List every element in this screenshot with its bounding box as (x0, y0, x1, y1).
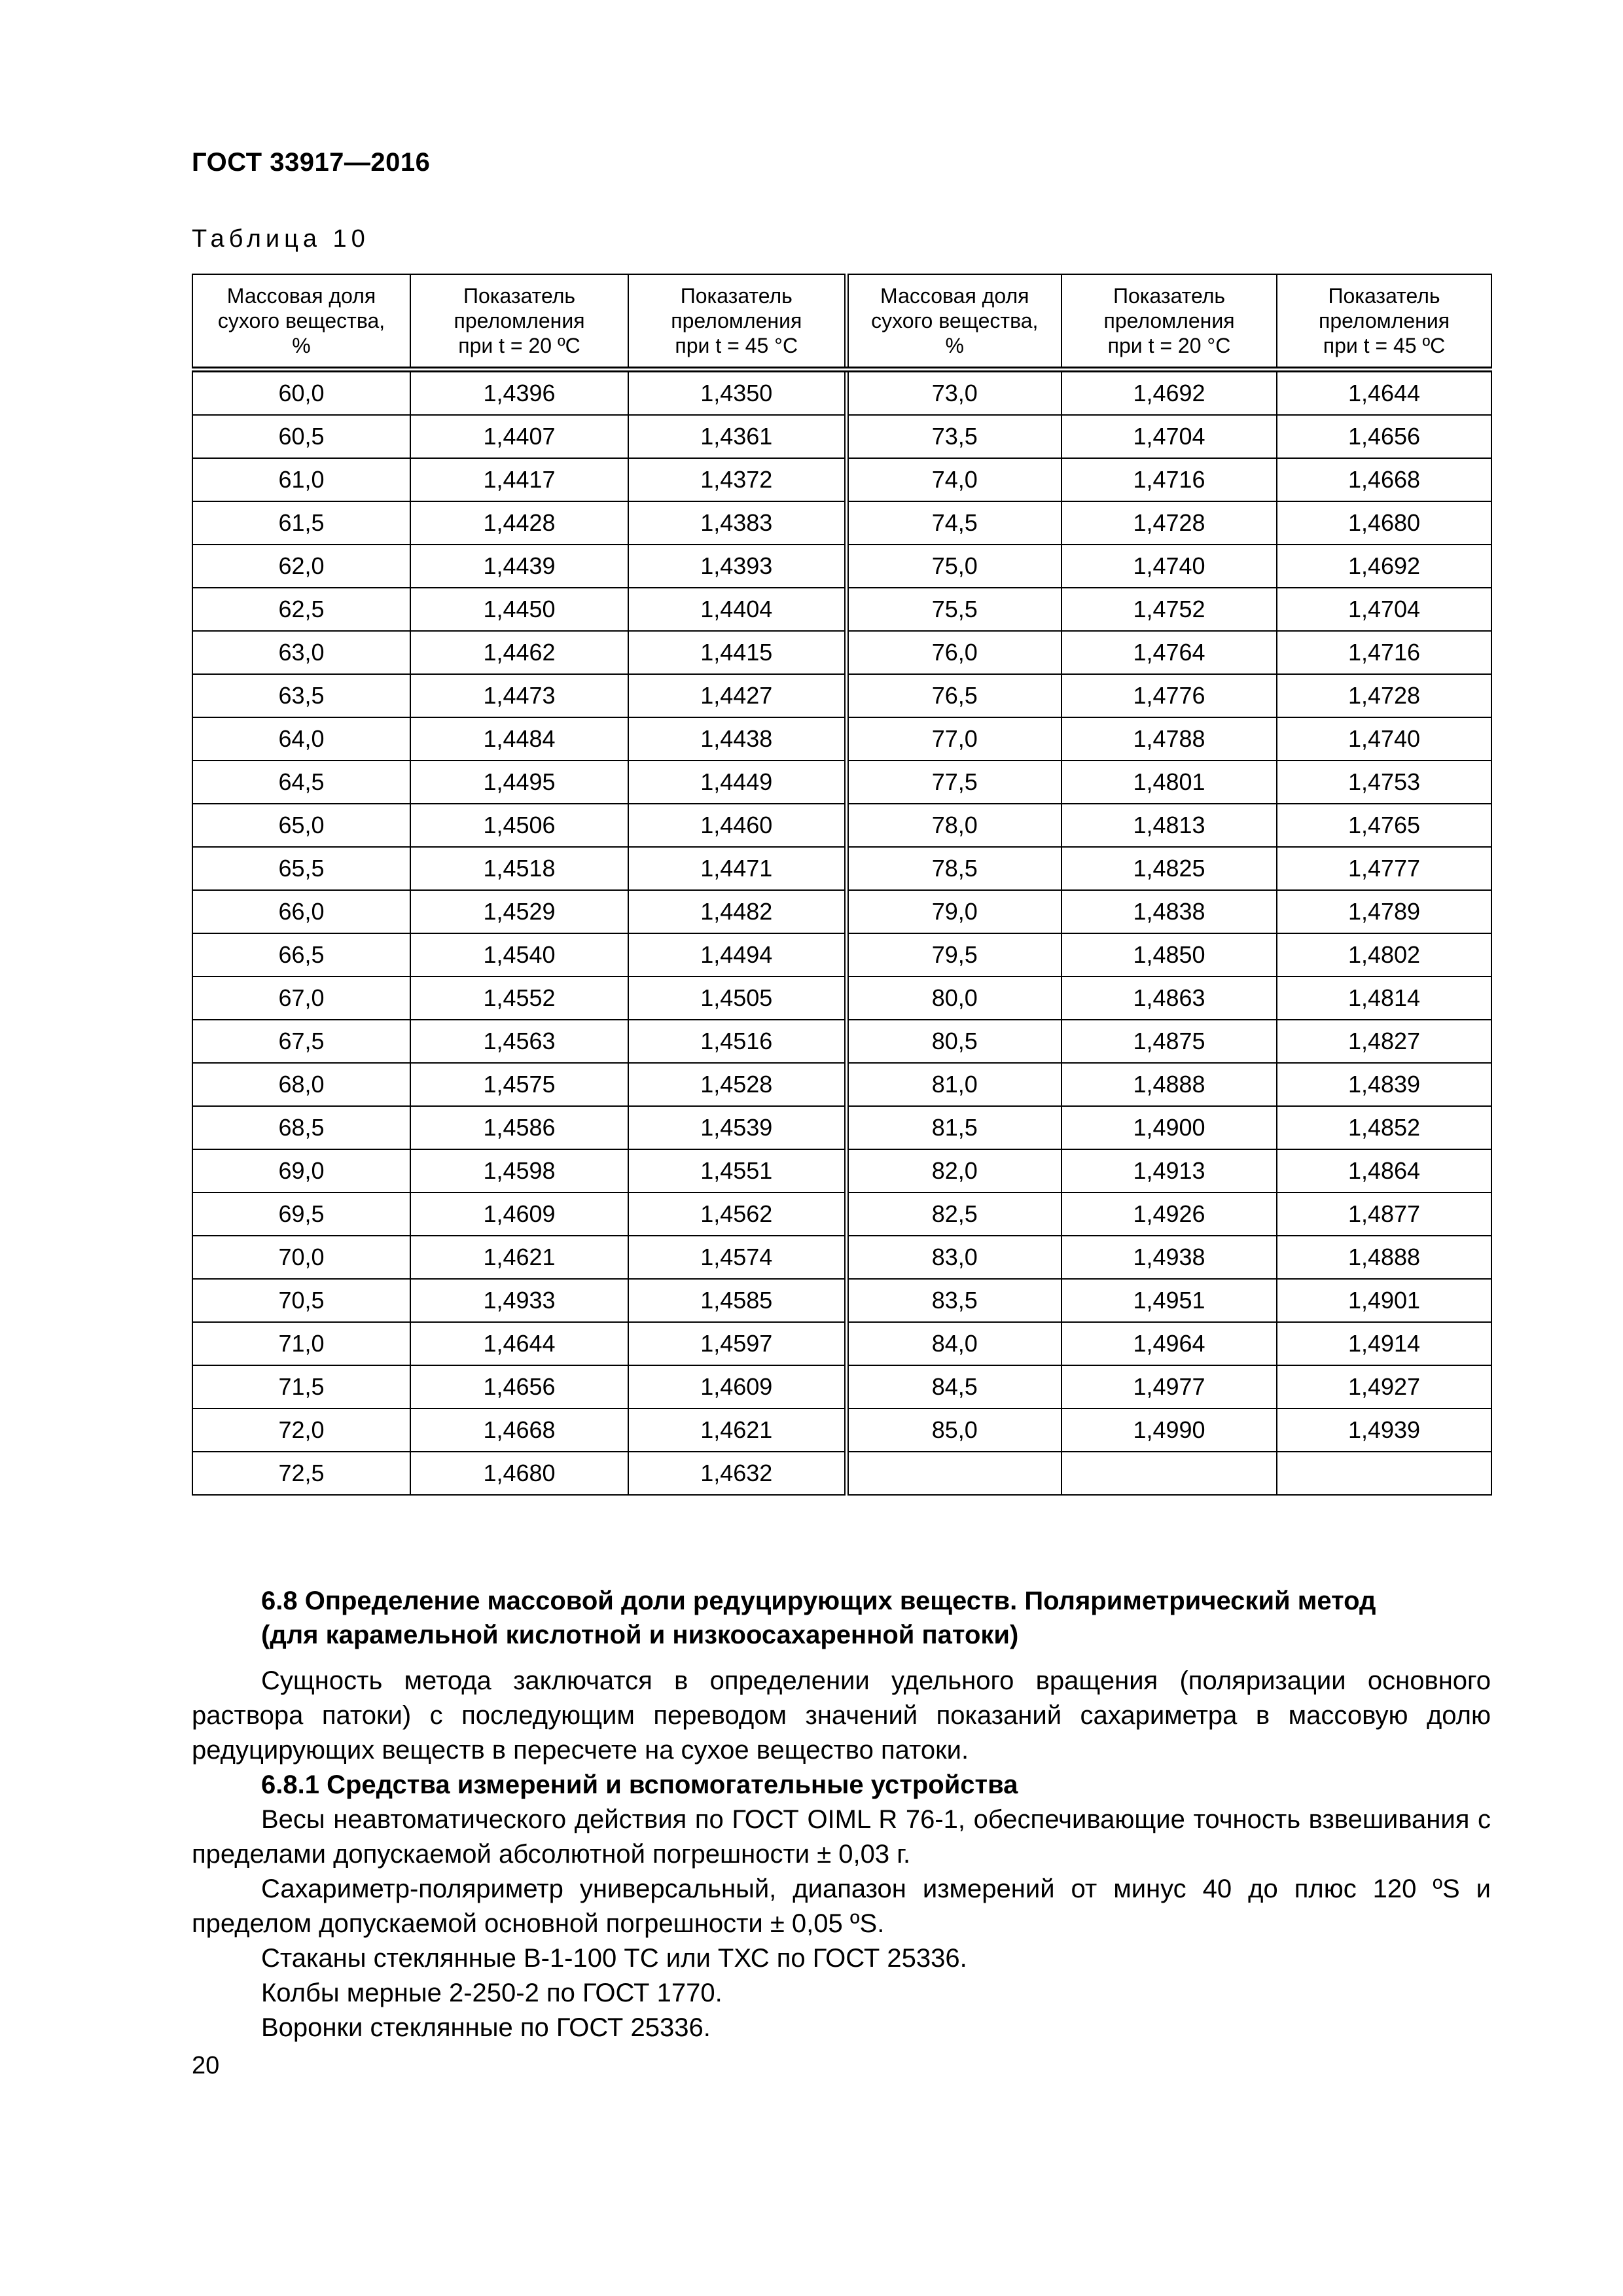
table-cell: 80,0 (846, 977, 1061, 1020)
table-cell: 1,4802 (1277, 933, 1491, 977)
table-cell: 1,4439 (410, 545, 628, 588)
table-cell: 1,4575 (410, 1063, 628, 1106)
table-cell: 79,5 (846, 933, 1061, 977)
table-row (192, 1063, 1491, 1106)
table-cell: 1,4863 (1061, 977, 1277, 1020)
table-cell: 1,4864 (1277, 1149, 1491, 1193)
table-cell: 75,5 (846, 588, 1061, 631)
table-cell: 1,4933 (410, 1279, 628, 1322)
table-row (192, 1106, 1491, 1149)
table-cell: 69,5 (192, 1193, 410, 1236)
table-cell (846, 1452, 1061, 1495)
table-cell: 77,5 (846, 761, 1061, 804)
table-cell: 1,4609 (628, 1365, 846, 1408)
table-cell: 1,4740 (1061, 545, 1277, 588)
table-cell: 61,5 (192, 501, 410, 545)
refraction-table (192, 274, 1492, 1496)
table-cell: 1,4574 (628, 1236, 846, 1279)
table-cell: 1,4407 (410, 415, 628, 458)
table-cell: 63,5 (192, 674, 410, 717)
table-cell: 1,4361 (628, 415, 846, 458)
table-cell: 1,4516 (628, 1020, 846, 1063)
table-row (192, 415, 1491, 458)
table-cell: 1,4621 (628, 1408, 846, 1452)
table-cell: 1,4926 (1061, 1193, 1277, 1236)
table-cell: 1,4680 (410, 1452, 628, 1495)
table-row (192, 588, 1491, 631)
table-row (192, 1149, 1491, 1193)
table-cell: 1,4473 (410, 674, 628, 717)
table-cell: 1,4752 (1061, 588, 1277, 631)
table-cell: 83,0 (846, 1236, 1061, 1279)
table-cell: 1,4850 (1061, 933, 1277, 977)
table-cell: 1,4839 (1277, 1063, 1491, 1106)
equipment-item: Стаканы стеклянные В-1-100 ТС или ТХС по ГОСТ 25336. (261, 1944, 967, 1973)
table-cell: 79,0 (846, 890, 1061, 933)
table-cell: 1,4777 (1277, 847, 1491, 890)
table-cell (1061, 1452, 1277, 1495)
header-refraction-20-1: Показатель преломления при t = 20 ºC (410, 274, 628, 370)
table-cell: 68,0 (192, 1063, 410, 1106)
method-description: Сущность метода заключатся в определении удельного вращения (поляризации основного раствора патоки) с последующим переводом значений показаний сахариметра в массовую долю редуцирующих веществ в пересчете на сухое вещество патоки. (192, 1666, 1491, 1765)
table-cell: 77,0 (846, 717, 1061, 761)
table-cell: 76,0 (846, 631, 1061, 674)
table-cell: 1,4875 (1061, 1020, 1277, 1063)
table-cell: 1,4927 (1277, 1365, 1491, 1408)
table-cell: 67,5 (192, 1020, 410, 1063)
table-cell: 1,4827 (1277, 1020, 1491, 1063)
table-cell: 1,4964 (1061, 1322, 1277, 1365)
table-row (192, 1236, 1491, 1279)
table-row (192, 717, 1491, 761)
table-cell: 1,4372 (628, 458, 846, 501)
table-header-row (192, 274, 1491, 370)
equipment-item: Весы неавтоматического действия по ГОСТ OIML R 76-1, обеспечивающие точность взвешивания с пределами допускаемой абсолютной погрешности ± 0,03 г. (192, 1805, 1491, 1869)
table-cell: 75,0 (846, 545, 1061, 588)
table-cell: 1,4888 (1277, 1236, 1491, 1279)
table-cell: 1,4598 (410, 1149, 628, 1193)
equipment-item: Воронки стеклянные по ГОСТ 25336. (261, 2013, 711, 2042)
table-cell: 68,5 (192, 1106, 410, 1149)
table-cell: 1,4506 (410, 804, 628, 847)
table-cell: 1,4914 (1277, 1322, 1491, 1365)
table-cell: 1,4656 (1277, 415, 1491, 458)
table-cell: 1,4644 (1277, 370, 1491, 416)
table-row (192, 1193, 1491, 1236)
table-cell: 1,4656 (410, 1365, 628, 1408)
document-standard-header: ГОСТ 33917—2016 (192, 148, 431, 177)
table-cell: 1,4539 (628, 1106, 846, 1149)
table-cell: 72,0 (192, 1408, 410, 1452)
table-cell: 60,0 (192, 370, 410, 416)
table-cell: 71,0 (192, 1322, 410, 1365)
table-cell: 71,5 (192, 1365, 410, 1408)
table-cell: 1,4597 (628, 1322, 846, 1365)
table-cell: 81,0 (846, 1063, 1061, 1106)
table-cell: 60,5 (192, 415, 410, 458)
table-cell: 62,5 (192, 588, 410, 631)
table-cell: 1,4393 (628, 545, 846, 588)
table-caption: Таблица 10 (192, 225, 370, 253)
table-cell: 83,5 (846, 1279, 1061, 1322)
table-cell: 1,4789 (1277, 890, 1491, 933)
table-cell: 1,4396 (410, 370, 628, 416)
table-row (192, 1365, 1491, 1408)
table-cell: 78,5 (846, 847, 1061, 890)
table-row (192, 1279, 1491, 1322)
table-cell: 1,4680 (1277, 501, 1491, 545)
table-cell: 1,4460 (628, 804, 846, 847)
table-cell: 1,4551 (628, 1149, 846, 1193)
table-cell: 85,0 (846, 1408, 1061, 1452)
table-cell: 1,4471 (628, 847, 846, 890)
table-cell: 1,4764 (1061, 631, 1277, 674)
header-refraction-45-2: Показатель преломления при t = 45 ºC (1277, 274, 1491, 370)
table-cell: 1,4494 (628, 933, 846, 977)
table-cell: 1,4704 (1061, 415, 1277, 458)
table-cell: 1,4621 (410, 1236, 628, 1279)
table-cell: 1,4951 (1061, 1279, 1277, 1322)
table-row (192, 804, 1491, 847)
table-cell: 1,4788 (1061, 717, 1277, 761)
table-cell: 1,4632 (628, 1452, 846, 1495)
table-cell: 74,0 (846, 458, 1061, 501)
table-cell: 1,4813 (1061, 804, 1277, 847)
table-cell: 1,4728 (1061, 501, 1277, 545)
table-cell: 65,0 (192, 804, 410, 847)
table-cell: 1,4668 (1277, 458, 1491, 501)
header-dry-matter-2: Массовая доля сухого вещества, % (846, 274, 1061, 370)
table-cell: 80,5 (846, 1020, 1061, 1063)
table-cell: 1,4563 (410, 1020, 628, 1063)
table-cell: 1,4540 (410, 933, 628, 977)
equipment-item: Сахариметр-поляриметр универсальный, диапазон измерений от минус 40 до плюс 120 ºS и пределом допускаемой основной погрешности ± 0,05 ºS. (192, 1874, 1491, 1938)
table-cell: 1,4801 (1061, 761, 1277, 804)
page-number: 20 (192, 2052, 220, 2079)
table-cell: 81,5 (846, 1106, 1061, 1149)
table-cell: 66,0 (192, 890, 410, 933)
equipment-item: Колбы мерные 2-250-2 по ГОСТ 1770. (261, 1979, 722, 2007)
table-cell: 70,5 (192, 1279, 410, 1322)
table-row (192, 370, 1491, 416)
table-cell: 62,0 (192, 545, 410, 588)
table-cell: 1,4562 (628, 1193, 846, 1236)
table-row (192, 1408, 1491, 1452)
table-row (192, 545, 1491, 588)
table-row (192, 1322, 1491, 1365)
table-row (192, 1452, 1491, 1495)
header-refraction-45-1: Показатель преломления при t = 45 °C (628, 274, 846, 370)
table-cell: 1,4552 (410, 977, 628, 1020)
table-row (192, 847, 1491, 890)
table-cell: 1,4877 (1277, 1193, 1491, 1236)
section-6-8 (192, 1584, 1491, 2045)
table-cell: 1,4938 (1061, 1236, 1277, 1279)
table-cell: 1,4518 (410, 847, 628, 890)
table-cell: 1,4404 (628, 588, 846, 631)
table-cell: 1,4753 (1277, 761, 1491, 804)
table-cell: 73,0 (846, 370, 1061, 416)
table-cell: 82,5 (846, 1193, 1061, 1236)
table-row (192, 761, 1491, 804)
table-cell: 1,4901 (1277, 1279, 1491, 1322)
table-cell: 73,5 (846, 415, 1061, 458)
table-cell: 1,4609 (410, 1193, 628, 1236)
table-cell: 69,0 (192, 1149, 410, 1193)
table-row (192, 458, 1491, 501)
table-cell: 66,5 (192, 933, 410, 977)
table-cell: 1,4529 (410, 890, 628, 933)
table-cell: 1,4482 (628, 890, 846, 933)
table-cell: 67,0 (192, 977, 410, 1020)
table-cell: 1,4838 (1061, 890, 1277, 933)
table-row (192, 977, 1491, 1020)
table-cell: 74,5 (846, 501, 1061, 545)
table-cell: 82,0 (846, 1149, 1061, 1193)
table-cell: 1,4740 (1277, 717, 1491, 761)
table-cell: 1,4728 (1277, 674, 1491, 717)
table-cell: 1,4716 (1277, 631, 1491, 674)
table-cell: 1,4825 (1061, 847, 1277, 890)
table-cell: 1,4428 (410, 501, 628, 545)
table-cell: 1,4495 (410, 761, 628, 804)
table-cell: 1,4438 (628, 717, 846, 761)
table-cell: 1,4586 (410, 1106, 628, 1149)
table-cell: 1,4913 (1061, 1149, 1277, 1193)
table-cell: 1,4383 (628, 501, 846, 545)
table-row (192, 890, 1491, 933)
table-cell: 64,5 (192, 761, 410, 804)
table-cell: 1,4900 (1061, 1106, 1277, 1149)
table-cell: 1,4449 (628, 761, 846, 804)
table-cell: 1,4528 (628, 1063, 846, 1106)
table-cell: 1,4585 (628, 1279, 846, 1322)
table-cell: 1,4977 (1061, 1365, 1277, 1408)
table-body (192, 370, 1491, 1496)
table-cell: 1,4484 (410, 717, 628, 761)
table-cell: 61,0 (192, 458, 410, 501)
subsection-heading: 6.8.1 Средства измерений и вспомогательные устройства (261, 1770, 1018, 1799)
table-row (192, 933, 1491, 977)
table-cell: 1,4415 (628, 631, 846, 674)
table-cell: 1,4852 (1277, 1106, 1491, 1149)
table-cell: 1,4692 (1277, 545, 1491, 588)
table-cell: 1,4350 (628, 370, 846, 416)
table-row (192, 1020, 1491, 1063)
table-cell: 1,4417 (410, 458, 628, 501)
table-cell: 1,4776 (1061, 674, 1277, 717)
table-cell: 1,4939 (1277, 1408, 1491, 1452)
table-cell: 76,5 (846, 674, 1061, 717)
table-row (192, 631, 1491, 674)
table-cell: 70,0 (192, 1236, 410, 1279)
table-cell: 1,4814 (1277, 977, 1491, 1020)
table-cell: 1,4692 (1061, 370, 1277, 416)
table-cell: 1,4668 (410, 1408, 628, 1452)
table-cell: 1,4704 (1277, 588, 1491, 631)
header-dry-matter-1: Массовая доля сухого вещества, % (192, 274, 410, 370)
table-cell: 1,4450 (410, 588, 628, 631)
table-cell: 1,4990 (1061, 1408, 1277, 1452)
table-row (192, 674, 1491, 717)
table-cell (1277, 1452, 1491, 1495)
section-heading: 6.8 Определение массовой доли редуцирующих веществ. Поляриметрический метод (для карамельной кислотной и низкоосахаренной патоки) (261, 1587, 1376, 1649)
table-cell: 72,5 (192, 1452, 410, 1495)
table-cell: 1,4644 (410, 1322, 628, 1365)
table-cell: 1,4888 (1061, 1063, 1277, 1106)
table-cell: 1,4462 (410, 631, 628, 674)
table-cell: 78,0 (846, 804, 1061, 847)
table-cell: 1,4505 (628, 977, 846, 1020)
table-cell: 1,4765 (1277, 804, 1491, 847)
table-row (192, 501, 1491, 545)
table-cell: 84,5 (846, 1365, 1061, 1408)
table-cell: 63,0 (192, 631, 410, 674)
table-cell: 1,4716 (1061, 458, 1277, 501)
header-refraction-20-2: Показатель преломления при t = 20 °C (1061, 274, 1277, 370)
table-cell: 65,5 (192, 847, 410, 890)
table-cell: 84,0 (846, 1322, 1061, 1365)
table-cell: 64,0 (192, 717, 410, 761)
table-cell: 1,4427 (628, 674, 846, 717)
